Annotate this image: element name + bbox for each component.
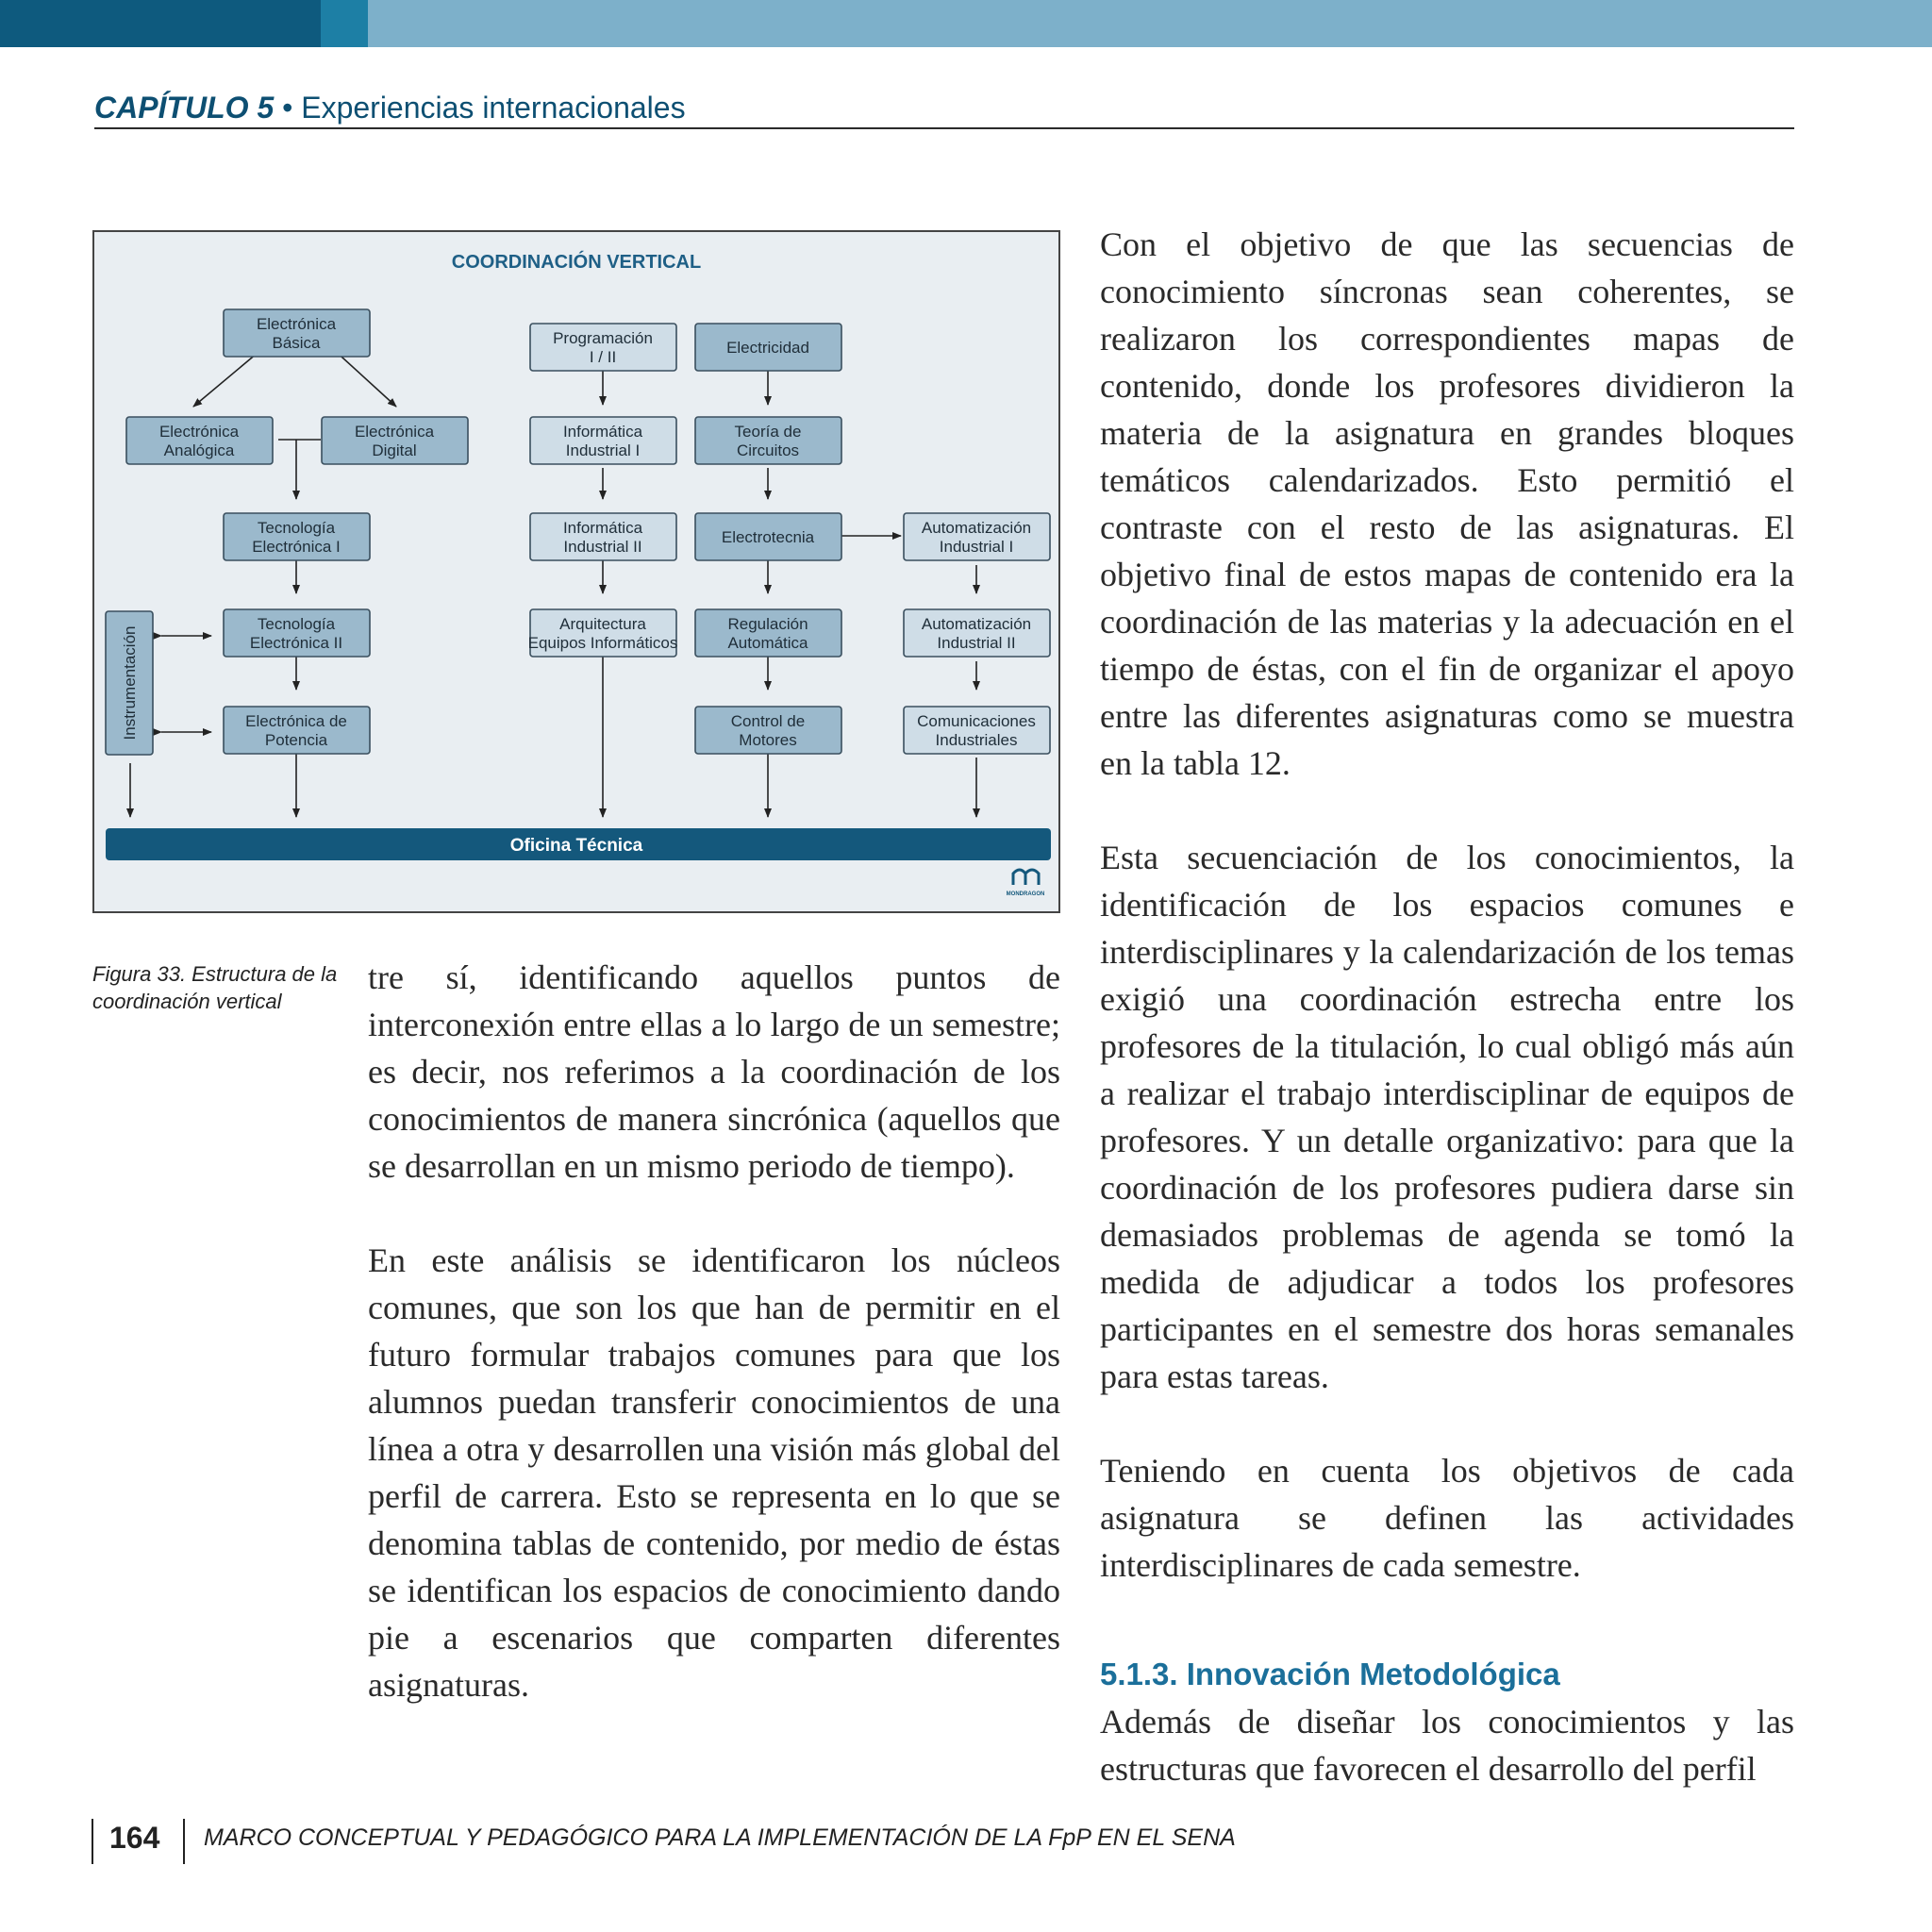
section-heading: 5.1.3. Innovación Metodológica bbox=[1100, 1657, 1560, 1691]
svg-text:Industrial II: Industrial II bbox=[563, 538, 642, 556]
top-bar-dark-segment bbox=[0, 0, 321, 47]
node-electrotecnia bbox=[695, 513, 841, 560]
header-rule bbox=[94, 127, 1794, 129]
chapter-label: CAPÍTULO 5 bbox=[94, 91, 275, 125]
middle-paragraph-1: tre sí, identificando aquellos puntos de interconexión entre ellas a lo largo de un semestre; es decir, nos referimos a la coordinación de los conocimientos de manera sincrónica (aquellos que se desarrollan en un mismo periodo de tiempo). bbox=[368, 958, 1060, 1185]
node-electronica-basica bbox=[224, 309, 370, 357]
page-number: 164 bbox=[109, 1821, 160, 1855]
svg-text:Electrónica I: Electrónica I bbox=[252, 538, 341, 556]
svg-text:I / II: I / II bbox=[589, 348, 617, 366]
svg-text:Tecnología: Tecnología bbox=[257, 519, 336, 537]
chapter-title: Experiencias internacionales bbox=[301, 91, 686, 125]
node-electronica-potencia bbox=[224, 707, 370, 754]
coordination-diagram bbox=[92, 230, 1060, 913]
svg-text:Electricidad: Electricidad bbox=[726, 339, 809, 357]
section-paragraph: Además de diseñar los conocimientos y las estructuras que favorecen el desarrollo del perfil bbox=[1100, 1703, 1794, 1788]
svg-text:Equipos Informáticos: Equipos Informáticos bbox=[527, 634, 678, 652]
node-instrumentacion bbox=[106, 611, 153, 755]
top-bar-mid-segment bbox=[321, 0, 368, 47]
node-electricidad bbox=[695, 324, 841, 371]
svg-text:Digital: Digital bbox=[372, 441, 417, 459]
svg-text:Tecnología: Tecnología bbox=[257, 615, 336, 633]
svg-text:Comunicaciones: Comunicaciones bbox=[917, 712, 1036, 730]
node-tecnologia-electronica-2 bbox=[224, 609, 370, 657]
top-color-bar bbox=[0, 0, 1932, 47]
footer-divider-right bbox=[183, 1819, 185, 1864]
svg-text:Básica: Básica bbox=[272, 334, 321, 352]
oficina-tecnica-label: Oficina Técnica bbox=[509, 836, 643, 856]
node-informatica-industrial-2 bbox=[530, 513, 676, 560]
node-programacion bbox=[530, 324, 676, 371]
svg-text:Automatización: Automatización bbox=[921, 519, 1032, 537]
figure-caption: Figura 33. Estructura de la coordinación vertical bbox=[92, 962, 338, 1013]
diagram-canvas bbox=[94, 232, 1058, 911]
right-paragraph-1: Con el objetivo de que las secuencias de conocimiento síncronas sean coherentes, se realizaron los correspondientes mapas de contenido, donde los profesores dividieron la materia de la asignatura en grandes bloques temáticos calendarizados. Esto permitió el contraste con el resto de las asignaturas. El objetivo final de estos mapas de contenido era la coordinación de las materias y la adecuación en el tiempo de éstas, con el fin de organizar el apoyo entre las diferentes asignaturas como se muestra en la tabla 12. bbox=[1100, 225, 1794, 782]
svg-text:Electrónica II: Electrónica II bbox=[249, 634, 343, 652]
node-teoria-circuitos bbox=[695, 417, 841, 464]
svg-text:Circuitos: Circuitos bbox=[736, 441, 800, 459]
node-automatizacion-1 bbox=[904, 513, 1050, 560]
chapter-header bbox=[94, 91, 686, 125]
svg-text:Electrónica de: Electrónica de bbox=[245, 712, 347, 730]
chapter-separator: • bbox=[274, 91, 302, 125]
node-regulacion bbox=[695, 609, 841, 657]
middle-column bbox=[368, 954, 1060, 1708]
right-paragraph-2: Esta secuenciación de los conocimientos, la identificación de los espacios comunes e interdisciplinares y la calendarización de los temas exigió una coordinación estrecha entre los profesores de la titulación, lo cual obligó más aún a realizar el trabajo interdisciplinar de equipos de profesores. Y un detalle organizativo: para que la coordinación de los profesores pudiera darse sin demasiados problemas de agenda se tomó la medida de adjudicar a todos los profesores participantes en el semestre dos horas semanales para estas tareas. bbox=[1100, 839, 1794, 1395]
svg-text:Arquitectura: Arquitectura bbox=[559, 615, 646, 633]
svg-text:Informática: Informática bbox=[562, 519, 643, 537]
right-paragraph-3: Teniendo en cuenta los objetivos de cada asignatura se definen las actividades interdisciplinares de cada semestre. bbox=[1100, 1452, 1794, 1584]
node-control-motores bbox=[695, 707, 841, 754]
svg-text:Industrial I: Industrial I bbox=[565, 441, 641, 459]
mondragon-logo bbox=[1007, 870, 1045, 897]
right-column bbox=[1100, 221, 1794, 1792]
node-arquitectura bbox=[528, 609, 678, 657]
svg-text:Analógica: Analógica bbox=[163, 441, 235, 459]
node-comunicaciones bbox=[904, 707, 1050, 754]
svg-text:Instrumentación: Instrumentación bbox=[121, 625, 139, 741]
svg-text:Electrónica: Electrónica bbox=[256, 315, 337, 333]
svg-text:Informática: Informática bbox=[562, 423, 643, 441]
svg-text:Industrial II: Industrial II bbox=[937, 634, 1016, 652]
svg-text:Potencia: Potencia bbox=[264, 731, 328, 749]
svg-text:Electrónica: Electrónica bbox=[158, 423, 240, 441]
middle-paragraph-2: En este análisis se identificaron los núcleos comunes, que son los que han de permitir en el futuro formular trabajos comunes para que los alumnos puedan transferir conocimientos de una línea a otra y desarrollen una visión más global del perfil de carrera. Esto se representa en lo que se denomina tablas de contenido, por medio de éstas se identifican los espacios de conocimiento dando pie a escenarios que comparten diferentes asignaturas. bbox=[368, 1241, 1060, 1704]
svg-text:Industriales: Industriales bbox=[935, 731, 1018, 749]
diagram-title: COORDINACIÓN VERTICAL bbox=[451, 252, 702, 273]
node-electronica-digital bbox=[322, 417, 468, 464]
node-electronica-analogica bbox=[126, 417, 273, 464]
svg-text:Programación: Programación bbox=[553, 329, 653, 347]
svg-text:Industrial I: Industrial I bbox=[939, 538, 1014, 556]
svg-text:Automatización: Automatización bbox=[921, 615, 1032, 633]
svg-text:Electrotecnia: Electrotecnia bbox=[721, 528, 815, 546]
svg-text:Control de: Control de bbox=[730, 712, 806, 730]
svg-text:Teoría de: Teoría de bbox=[734, 423, 802, 441]
svg-text:Electrónica: Electrónica bbox=[354, 423, 435, 441]
footer-divider-left bbox=[92, 1819, 93, 1864]
footer-title: MARCO CONCEPTUAL Y PEDAGÓGICO PARA LA IMPLEMENTACIÓN DE LA FpP EN EL SENA bbox=[204, 1824, 1236, 1851]
svg-text:MONDRAGON: MONDRAGON bbox=[1006, 891, 1045, 897]
svg-text:Automática: Automática bbox=[727, 634, 808, 652]
svg-text:Motores: Motores bbox=[739, 731, 797, 749]
node-informatica-industrial-1 bbox=[530, 417, 676, 464]
node-tecnologia-electronica-1 bbox=[224, 513, 370, 560]
node-automatizacion-2 bbox=[904, 609, 1050, 657]
svg-text:Regulación: Regulación bbox=[727, 615, 808, 633]
